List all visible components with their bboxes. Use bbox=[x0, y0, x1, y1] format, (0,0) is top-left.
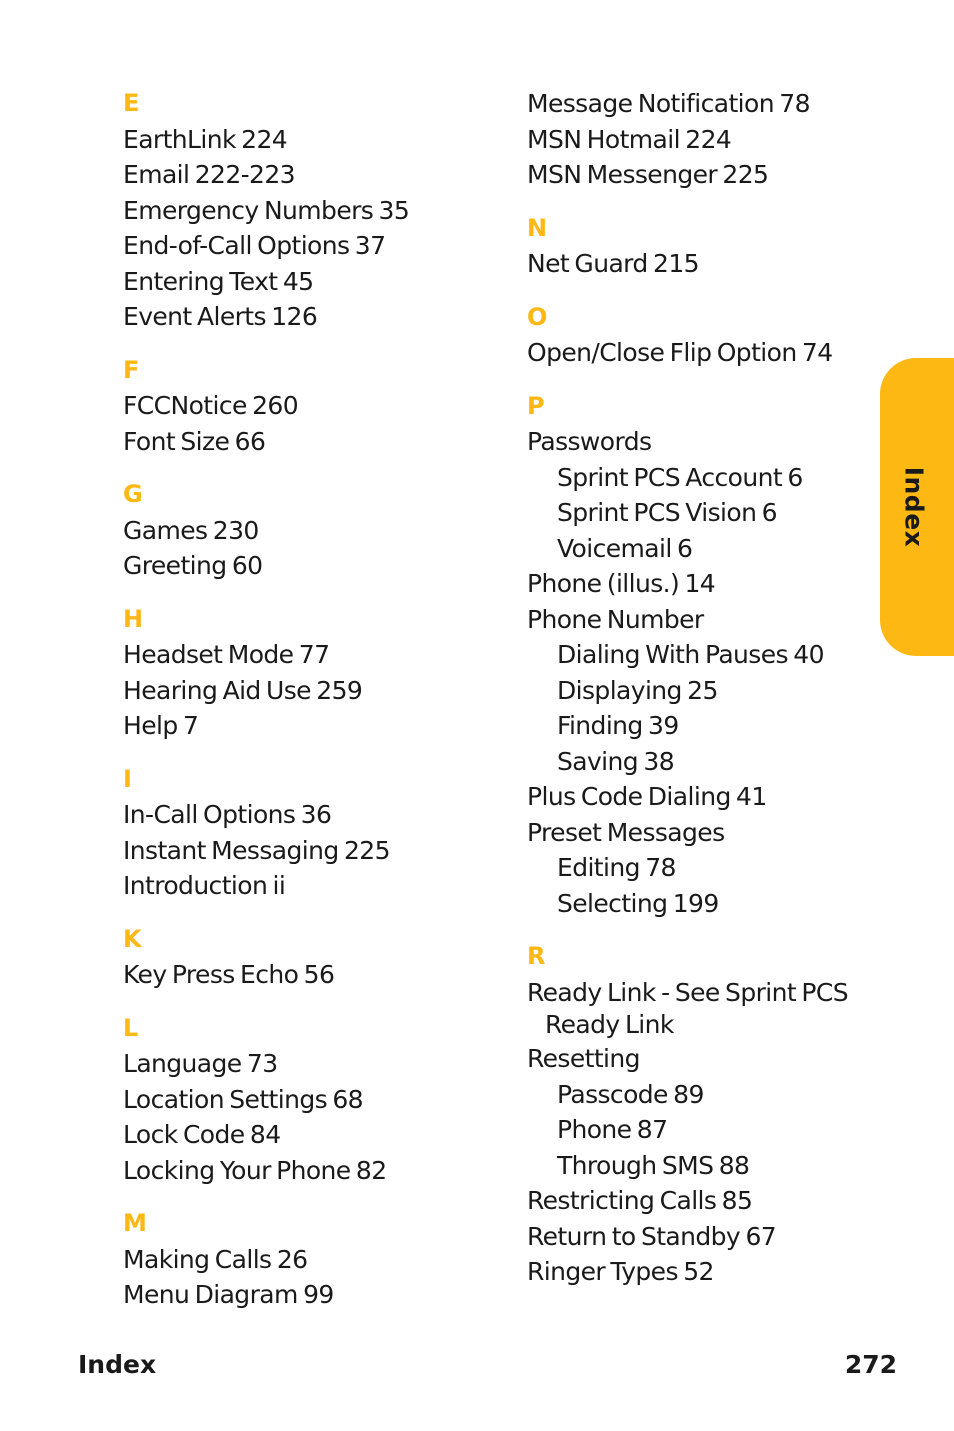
index-entry[interactable]: Message Notification 78 bbox=[527, 89, 810, 118]
index-letter-heading: I bbox=[123, 764, 132, 793]
index-entry[interactable]: MSN Messenger 225 bbox=[527, 160, 769, 189]
index-letter-heading: M bbox=[123, 1209, 147, 1237]
index-entry[interactable]: FCCNotice 260 bbox=[123, 391, 299, 420]
index-entry[interactable]: Headset Mode 77 bbox=[123, 640, 330, 669]
index-entry[interactable]: In-Call Options 36 bbox=[123, 800, 332, 829]
index-entry[interactable]: Help 7 bbox=[123, 711, 199, 740]
section-gap bbox=[123, 335, 503, 353]
index-entry[interactable]: Ready Link bbox=[545, 1010, 674, 1039]
index-entry[interactable]: Open/Close Flip Option 74 bbox=[527, 338, 833, 367]
section-gap bbox=[527, 193, 857, 211]
index-subentry[interactable]: Phone 87 bbox=[557, 1115, 668, 1144]
index-letter-heading: R bbox=[527, 942, 546, 970]
index-letter-heading: G bbox=[123, 480, 143, 508]
index-column-right bbox=[527, 86, 857, 1290]
index-letter-heading: N bbox=[527, 213, 547, 242]
index-entry[interactable]: End-of-Call Options 37 bbox=[123, 231, 386, 260]
index-entry[interactable]: Language 73 bbox=[123, 1049, 278, 1078]
section-gap bbox=[123, 584, 503, 602]
index-section bbox=[527, 939, 857, 1290]
index-entry[interactable]: Event Alerts 126 bbox=[123, 302, 318, 331]
index-subentry[interactable]: Selecting 199 bbox=[557, 888, 719, 918]
section-gap bbox=[527, 282, 857, 300]
index-entry[interactable]: Phone (illus.) 14 bbox=[527, 569, 716, 598]
index-entry[interactable]: Resetting bbox=[527, 1044, 640, 1073]
index-entry[interactable]: Passwords bbox=[527, 427, 652, 456]
footer-page-number: 272 bbox=[844, 1350, 897, 1379]
index-subentry[interactable]: Voicemail 6 bbox=[557, 533, 693, 563]
index-entry[interactable]: Games 230 bbox=[123, 515, 259, 545]
index-entry[interactable]: Location Settings 68 bbox=[123, 1084, 363, 1114]
index-subentry[interactable]: Displaying 25 bbox=[557, 675, 718, 705]
section-gap bbox=[123, 1188, 503, 1206]
index-entry[interactable]: Menu Diagram 99 bbox=[123, 1280, 334, 1309]
index-entry[interactable]: Lock Code 84 bbox=[123, 1120, 281, 1149]
index-section bbox=[123, 1011, 503, 1189]
index-subentry[interactable]: Saving 38 bbox=[557, 746, 675, 776]
index-entry[interactable]: Ready Link - See Sprint PCS bbox=[527, 977, 849, 1007]
index-entry[interactable]: Greeting 60 bbox=[123, 551, 263, 580]
footer-section-title: Index bbox=[78, 1350, 157, 1379]
index-subentry[interactable]: Finding 39 bbox=[557, 711, 679, 740]
index-section bbox=[123, 353, 503, 460]
section-gap bbox=[527, 921, 857, 939]
section-gap bbox=[527, 371, 857, 389]
index-letter-heading: P bbox=[527, 391, 545, 420]
index-entry[interactable]: Entering Text 45 bbox=[123, 266, 314, 296]
index-subentry[interactable]: Editing 78 bbox=[557, 853, 676, 882]
index-letter-heading: K bbox=[123, 924, 142, 953]
index-entry[interactable]: Font Size 66 bbox=[123, 426, 266, 456]
index-entry[interactable]: Email 222-223 bbox=[123, 160, 295, 189]
index-subentry[interactable]: Passcode 89 bbox=[557, 1079, 704, 1109]
section-gap bbox=[123, 459, 503, 477]
index-entry[interactable]: Key Press Echo 56 bbox=[123, 960, 335, 989]
index-entry[interactable]: Phone Number bbox=[527, 604, 704, 634]
index-section bbox=[527, 86, 857, 193]
index-letter-heading: H bbox=[123, 604, 143, 633]
index-entry[interactable]: Locking Your Phone 82 bbox=[123, 1155, 387, 1185]
index-entry[interactable]: Ringer Types 52 bbox=[527, 1257, 714, 1286]
index-section bbox=[123, 1206, 503, 1313]
index-subentry[interactable]: Sprint PCS Account 6 bbox=[557, 462, 803, 492]
index-entry[interactable]: Restricting Calls 85 bbox=[527, 1186, 753, 1215]
index-letter-heading: F bbox=[123, 355, 140, 384]
section-gap bbox=[123, 904, 503, 922]
section-tab-label: Index bbox=[899, 466, 929, 548]
index-entry[interactable]: MSN Hotmail 224 bbox=[527, 124, 732, 154]
index-section bbox=[123, 602, 503, 744]
index-column-left bbox=[123, 86, 503, 1313]
index-entry[interactable]: Introduction ii bbox=[123, 871, 286, 900]
index-subentry[interactable]: Through SMS 88 bbox=[557, 1150, 750, 1180]
index-entry[interactable]: Net Guard 215 bbox=[527, 249, 699, 278]
index-section bbox=[527, 211, 857, 282]
index-letter-heading: L bbox=[123, 1013, 138, 1042]
index-section bbox=[123, 922, 503, 993]
index-section bbox=[123, 477, 503, 584]
index-entry[interactable]: Return to Standby 67 bbox=[527, 1221, 777, 1251]
index-entry[interactable]: EarthLink 224 bbox=[123, 124, 288, 154]
index-entry[interactable]: Making Calls 26 bbox=[123, 1244, 308, 1274]
index-letter-heading: E bbox=[123, 89, 140, 117]
index-section bbox=[123, 86, 503, 335]
section-gap bbox=[123, 744, 503, 762]
index-section bbox=[123, 762, 503, 904]
index-entry[interactable]: Emergency Numbers 35 bbox=[123, 195, 410, 225]
index-subentry[interactable]: Dialing With Pauses 40 bbox=[557, 640, 824, 669]
index-subentry[interactable]: Sprint PCS Vision 6 bbox=[557, 498, 777, 527]
section-gap bbox=[123, 993, 503, 1011]
index-letter-heading: O bbox=[527, 302, 548, 331]
index-entry[interactable]: Hearing Aid Use 259 bbox=[123, 675, 363, 705]
index-section bbox=[527, 389, 857, 922]
index-entry[interactable]: Instant Messaging 225 bbox=[123, 835, 390, 865]
index-entry[interactable]: Plus Code Dialing 41 bbox=[527, 782, 767, 811]
index-entry[interactable]: Preset Messages bbox=[527, 817, 725, 847]
index-section bbox=[527, 300, 857, 371]
